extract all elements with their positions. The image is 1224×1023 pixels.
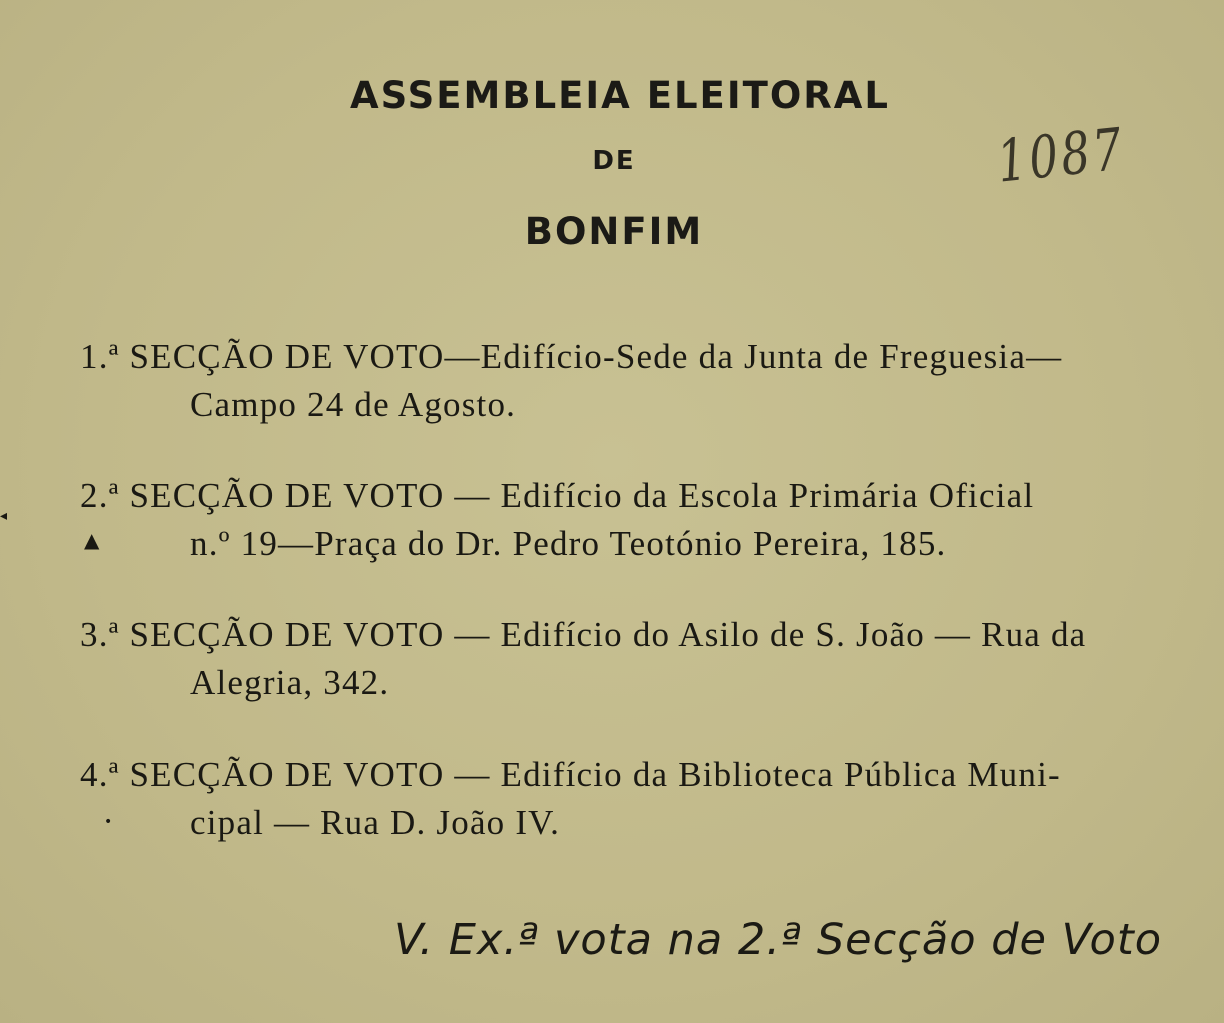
handwritten-number: 1087: [994, 114, 1129, 196]
voting-section-2: [80, 472, 1170, 568]
voting-section-1: [80, 333, 1170, 429]
assigned-section-note: V. Ex.ª vota na 2.ª Secção de Voto: [393, 915, 1162, 965]
section-4-line-1: 4.ª SECÇÃO DE VOTO — Edifício da Biblioteca Pública Muni-: [80, 755, 1061, 794]
ink-mark-dot: •: [104, 814, 113, 830]
section-1-line-2: Campo 24 de Agosto.: [190, 385, 517, 424]
voting-section-4: [80, 751, 1170, 847]
assembly-title: ASSEMBLEIA ELEITORAL: [350, 74, 890, 117]
section-2-line-2: n.º 19—Praça do Dr. Pedro Teotónio Pereira, 185.: [190, 524, 947, 563]
ink-mark-arrow: ▲: [84, 528, 100, 552]
section-3-line-1: 3.ª SECÇÃO DE VOTO — Edifício do Asilo de S. João — Rua da: [80, 615, 1087, 654]
section-4-line-2: cipal — Rua D. João IV.: [190, 803, 561, 842]
assembly-location: BONFIM: [524, 210, 704, 253]
section-3-line-2: Alegria, 342.: [190, 663, 390, 702]
section-2-line-1: 2.ª SECÇÃO DE VOTO — Edifício da Escola Primária Oficial: [80, 476, 1035, 515]
ink-mark-edge: ◂: [0, 508, 8, 524]
voting-section-3: [80, 611, 1170, 707]
assembly-title-connector: DE: [592, 146, 636, 176]
section-1-line-1: 1.ª SECÇÃO DE VOTO—Edifício-Sede da Junta de Freguesia—: [80, 337, 1063, 376]
